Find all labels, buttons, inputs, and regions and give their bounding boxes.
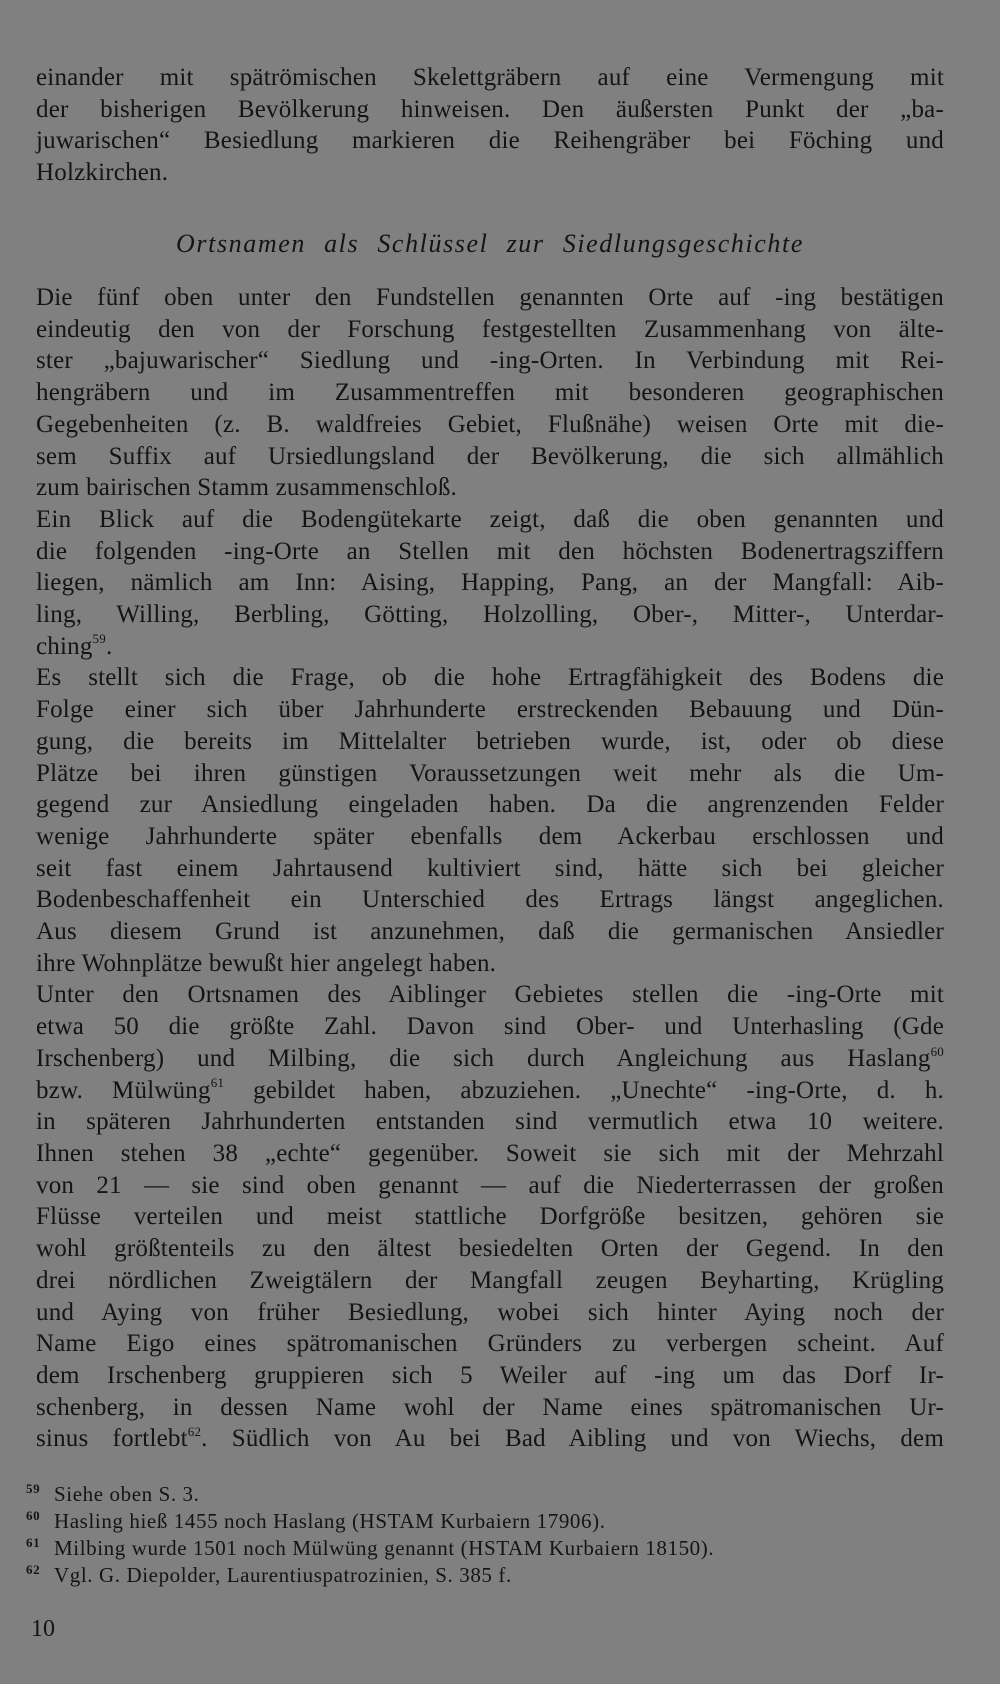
footnote-61: 61 Milbing wurde 1501 noch Mülwüng genannt (HSTAM Kurbaiern 18150). [26,1535,715,1560]
text-line: einander mit spätrömischen Skelettgräbern auf eine Vermengung mit [36,64,944,91]
text-fragment: ching [36,632,93,660]
text-line: sem Suffix auf Ursiedlungsland der Bevölkerung, die sich allmählich [36,442,944,470]
text-line: juwarischen“ Besiedlung markieren die Reihengräber bei Föching und [36,127,944,155]
text-line: Flüsse verteilen und meist stattliche Dorfgröße besitzen, gehören sie [36,1203,944,1231]
text-line: schenberg, in dessen Name wohl der Name eines spätromanischen Ur- [36,1393,944,1421]
footnote-60: 60 Hasling hieß 1455 noch Haslang (HSTAM Kurbaiern 17906). [26,1508,606,1533]
text-line: Name Eigo eines spätromanischen Gründers zu verbergen scheint. Auf [36,1330,944,1358]
text-fragment: sinus fortlebt [36,1425,188,1453]
text-line: liegen, nämlich am Inn: Aising, Happing, Pang, an der Mangfall: Aib- [36,569,944,597]
text-fragment: bzw. Mülwüng [36,1076,211,1104]
text-line: Gegebenheiten (z. B. waldfreies Gebiet, Flußnähe) weisen Orte mit die- [36,410,944,438]
text-line: der bisherigen Bevölkerung hinweisen. Den äußersten Punkt der „ba- [36,95,944,123]
text-line: und Aying von früher Besiedlung, wobei sich hinter Aying noch der [36,1298,944,1326]
text-line: ching$^{59}$. [36,631,113,660]
text-line: dem Irschenberg gruppieren sich 5 Weiler auf -ing um das Dorf Ir- [36,1361,944,1389]
text-line: Folge einer sich über Jahrhunderte erstreckenden Bebauung und Dün- [36,696,944,724]
text-line [36,1075,944,1107]
footnote-text: Hasling hieß 1455 noch Haslang (HSTAM Kurbaiern 17906). [54,1509,606,1533]
intro-paragraph [36,62,944,189]
text-line: in späteren Jahrhunderten entstanden sind vermutlich etwa 10 weitere. [36,1108,944,1136]
text-line [36,1043,944,1075]
text-line: hengräbern und im Zusammentreffen mit besonderen geographischen [36,379,944,407]
section-body [36,282,944,1455]
text-line: eindeutig den von der Forschung festgestellten Zusammenhang von älte- [36,315,944,343]
page-number: 10 [31,1616,55,1642]
footnote-62: 62 Vgl. G. Diepolder, Laurentiuspatrozinien, S. 385 f. [26,1562,512,1587]
text-line: Aus diesem Grund ist anzunehmen, daß die germanischen Ansiedler [36,918,944,946]
text-line: Unter den Ortsnamen des Aiblinger Gebietes stellen die -ing-Orte mit [36,981,944,1009]
text-line: wenige Jahrhunderte später ebenfalls dem Ackerbau erschlossen und [36,822,944,850]
footnote-ref-60[interactable]: 60 [930,1043,944,1059]
footnote-ref-59[interactable]: 59 [92,631,106,647]
text-line: drei nördlichen Zweigtälern der Mangfall zeugen Beyharting, Krügling [36,1266,944,1294]
text-line: zum bairischen Stamm zusammenschloß. [36,474,457,502]
footnote-text: Siehe oben S. 3. [54,1482,200,1506]
text-line: ster „bajuwarischer“ Siedlung und -ing-Orten. In Verbindung mit Rei- [36,347,944,375]
section-heading: Ortsnamen als Schlüssel zur Siedlungsgeschichte [176,229,804,258]
footnote-ref-62[interactable]: 62 [187,1423,202,1439]
text-line: ling, Willing, Berbling, Götting, Holzolling, Ober-, Mitter-, Unterdar- [36,601,944,629]
text-line: Bodenbeschaffenheit ein Unterschied des Ertrags längst angeglichen. [36,886,944,914]
text-line: Plätze bei ihren günstigen Voraussetzungen weit mehr als die Um- [36,759,944,787]
text-line: gegend zur Ansiedlung eingeladen haben. Da die angrenzenden Felder [36,791,944,819]
text-line: Die fünf oben unter den Fundstellen genannten Orte auf -ing bestätigen [36,284,944,311]
text-fragment: gebildet haben, abzuziehen. „Unechte“ -ing-Orte, d. h. [224,1076,945,1104]
text-fragment: Irschenberg) und Milbing, die sich durch Angleichung aus Haslang [36,1044,931,1072]
text-line: Es stellt sich die Frage, ob die hohe Ertragfähigkeit des Bodens die [36,664,944,692]
text-line: ihre Wohnplätze bewußt hier angelegt haben. [36,949,497,977]
text-line [36,1423,944,1455]
text-line: seit fast einem Jahrtausend kultiviert sind, hätte sich bei gleicher [36,854,944,882]
text-line: Ein Blick auf die Bodengütekarte zeigt, daß die oben genannten und [36,505,944,533]
footnote-text: Milbing wurde 1501 noch Mülwüng genannt (HSTAM Kurbaiern 18150). [54,1536,715,1560]
text-line: etwa 50 die größte Zahl. Davon sind Ober- und Unterhasling (Gde [36,1013,944,1041]
footnote-ref-61[interactable]: 61 [210,1075,225,1091]
footnote-59: 59 Siehe oben S. 3. [26,1481,200,1506]
footnote-text: Vgl. G. Diepolder, Laurentiuspatrozinien, S. 385 f. [54,1563,512,1587]
text-line: gung, die bereits im Mittelalter betrieben wurde, ist, oder ob diese [36,727,944,755]
text-line: Holzkirchen. [36,159,169,187]
footnotes [26,1481,714,1589]
text-line: Ihnen stehen 38 „echte“ gegenüber. Soweit sie sich mit der Mehrzahl [36,1139,944,1167]
text-line: die folgenden -ing-Orte an Stellen mit den höchsten Bodenertragsziffern [36,537,944,565]
text-fragment: . Südlich von Au bei Bad Aibling und von Wiechs, dem [201,1425,944,1453]
text-line: wohl größtenteils zu den ältest besiedelten Orten der Gegend. In den [36,1235,944,1263]
text-line: von 21 — sie sind oben genannt — auf die Niederterrassen der großen [36,1171,944,1199]
